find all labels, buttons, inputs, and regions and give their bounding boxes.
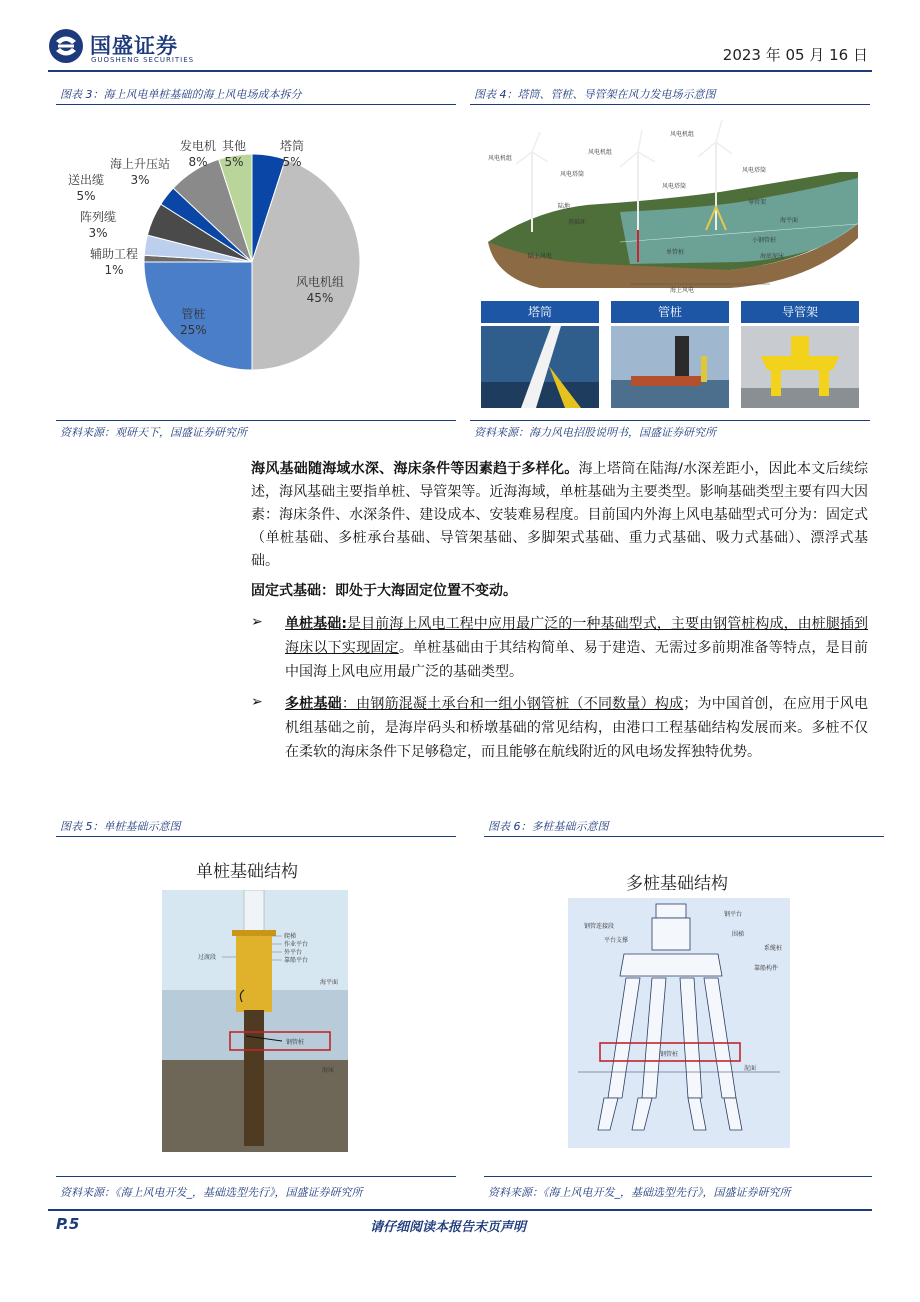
report-date: 2023 年 05 月 16 日 (722, 46, 868, 64)
disclaimer-note: 请仔细阅读本报告末页声明 (370, 1220, 527, 1235)
multipile-label-bollard: 系缆桩 (764, 945, 783, 952)
photo-pile (611, 326, 729, 408)
monopile-label-boat-platform: 靠船平台 (284, 957, 309, 964)
bullet-monopile-rest: 。单桩基础由于其结构简单、易于建造、无需过多前期准备等特点，是目前中国海上风电应用最广泛的基础类型。 (285, 640, 869, 680)
bullet-monopile (285, 612, 868, 684)
bullet-arrow-icon: ➢ (251, 614, 263, 630)
paragraph-intro-body: 海上塔筒在陆海/水深差距小，因此本文后续综述，海风基础主要指单桩、导管架等。近海海域，单桩基础为主要类型。影响基础类型主要有四大因素：海床条件、水深条件、建设成本、安装难易程度。目前国内外海上风电基础型式可分为：固定式（单桩基础、多桩承台基础、导管架基础、多脚架式基础、重力式基础、吸力式基础）、漂浮式基础。 (251, 461, 868, 569)
paragraph-intro-lead: 海风基础随海域水深、海床条件等因素趋于多样化。 (251, 461, 579, 477)
page-header (48, 28, 872, 72)
bullet-multipile-term: 多桩基础 (285, 696, 342, 712)
monopile-label-sea-level: 海平面 (320, 979, 339, 986)
figure6-caption: 图表 6：多桩基础示意图 (488, 820, 609, 833)
monopile-label-outer-platform: 外平台 (284, 949, 303, 956)
multipile-label-fender: 靠船构件 (754, 965, 779, 972)
scene-label-tower1: 风电塔筒 (560, 171, 585, 178)
bullet-multipile-underlined: ：由钢筋混凝土承台和一组小钢管桩（不同数量）构成 (341, 696, 684, 712)
pie-label-other: 其他 5% (222, 139, 247, 169)
scene-label-small-pile: 小钢管桩 (752, 237, 777, 244)
scene-label-turbine1: 风电机组 (488, 155, 513, 162)
pie-label-substation: 海上升压站 3% (110, 157, 171, 187)
scene-label-jacket: 导管架 (748, 199, 767, 206)
multipile-label-steel-platform: 钢平台 (724, 911, 743, 918)
bullet-monopile-underlined: 是目前海上风电工程中应用最广泛的一种基础型式，主要由钢管桩构成，由桩腿插到海床以下实现固定 (285, 616, 868, 656)
figure5-source: 资料来源：《海上风电开发_，基础选型先行》，国盛证券研究所 (60, 1186, 363, 1199)
scene-label-land-wind: 陆上风电 (528, 253, 553, 260)
monopile-label-ladder: 爬梯 (284, 933, 297, 940)
photo-tower (481, 326, 599, 408)
figure4-source: 资料来源：海力风电招股说明书，国盛证券研究所 (474, 426, 716, 439)
photo-jacket (741, 326, 859, 408)
figure3-bottom-rule (56, 420, 456, 421)
figure5-top-rule (56, 836, 456, 837)
bullet-multipile-rest: ；为中国首创，在应用于风电机组基础之前，是海岸码头和桥墩基础的常见结构，由港口工程基础结构发展而来。多桩不仅在柔软的海床条件下足够稳定，而且能够在航线附近的风电场发挥独特优势。 (285, 696, 869, 760)
wind-farm-scene (480, 112, 862, 297)
multipile-label-pile: 钢管桩 (660, 1051, 679, 1058)
pie-label-turbine: 风电机组 45% (296, 275, 345, 305)
bullet-monopile-term: 单桩基础: (285, 616, 347, 632)
figure6-title: 多桩基础结构 (626, 874, 728, 894)
logo-subtext: GUOSHENG SECURITIES (91, 56, 195, 64)
scene-label-seabed: 海底泥床 (760, 253, 785, 260)
pie-label-array-cable: 阵列缆 3% (80, 210, 117, 240)
bullet-arrow-icon: ➢ (251, 694, 263, 710)
figure5-caption: 图表 5：单桩基础示意图 (60, 820, 181, 833)
monopile-diagram (162, 890, 348, 1152)
logo-text: 国盛证券 (90, 34, 178, 58)
pie-label-tower: 塔筒 5% (280, 139, 305, 169)
scene-label-turbine3: 风电机组 (670, 131, 695, 138)
footer-divider (48, 1209, 872, 1211)
scene-label-sea-wind: 海上风电 (670, 287, 695, 294)
pie-label-export-cable: 送出缆 5% (68, 173, 105, 203)
scene-label-foundation-ring: 基础环 (568, 219, 587, 226)
page-number: P.5 (56, 1215, 80, 1233)
multipile-label-support: 平台支撑 (604, 937, 629, 944)
figure6-bottom-rule (484, 1176, 872, 1177)
scene-label-sea-level: 海平面 (780, 217, 799, 224)
paragraph-fixed-foundation: 固定式基础：即处于大海固定位置不变动。 (251, 583, 517, 599)
monopile-label-work-platform: 作业平台 (284, 941, 309, 948)
tab-pile: 管桩 (611, 301, 729, 323)
pie-label-aux: 辅助工程 1% (90, 247, 139, 277)
monopile-label-pile: 钢管桩 (286, 1039, 305, 1046)
paragraph-intro (251, 458, 868, 573)
figure6-top-rule (484, 836, 884, 837)
figure4-bottom-rule (470, 420, 870, 421)
multipile-label-connect: 钢管连接段 (584, 923, 615, 930)
multipile-diagram (568, 898, 790, 1148)
scene-label-land: 陆地 (558, 203, 571, 210)
scene-label-tower2: 风电塔筒 (662, 183, 687, 190)
scene-label-turbine2: 风电机组 (588, 149, 613, 156)
figure3-top-rule (56, 104, 456, 105)
figure3-source: 资料来源：观研天下，国盛证券研究所 (60, 426, 247, 439)
company-logo-icon (48, 28, 84, 64)
scene-label-tower3: 风电塔筒 (742, 167, 767, 174)
monopile-label-seabed: 海床 (322, 1067, 335, 1074)
pie-label-pile: 管桩 25% (180, 307, 207, 337)
bullet-multipile (285, 692, 868, 764)
figure4-top-rule (470, 104, 870, 105)
figure5-title: 单桩基础结构 (196, 862, 298, 882)
figure3-caption: 图表 3：海上风电单桩基础的海上风电场成本拆分 (60, 88, 302, 101)
tab-tower: 塔筒 (481, 301, 599, 323)
tab-jacket: 导管架 (741, 301, 859, 323)
figure5-bottom-rule (56, 1176, 456, 1177)
figure4-caption: 图表 4：塔筒、管桩、导管架在风力发电场示意图 (474, 88, 716, 101)
header-divider (48, 70, 872, 72)
multipile-label-mud: 泥面 (744, 1065, 757, 1072)
monopile-label-transition: 过渡段 (198, 954, 217, 961)
multipile-label-railing: 围梯 (732, 931, 745, 938)
figure6-source: 资料来源：《海上风电开发_，基础选型先行》，国盛证券研究所 (488, 1186, 791, 1199)
pie-label-generator: 发电机 8% (180, 139, 217, 169)
scene-label-monopile: 单管桩 (666, 249, 685, 256)
cost-pie-chart (140, 150, 364, 374)
